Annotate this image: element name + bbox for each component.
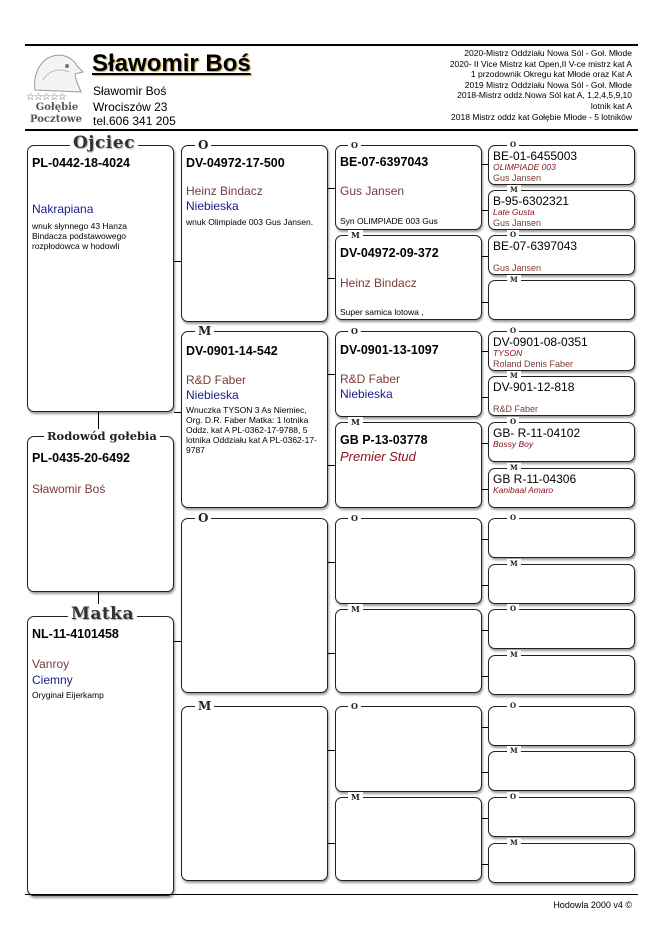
color: Niebieska: [340, 387, 393, 401]
logo-text-line1: Gołębie: [35, 102, 79, 113]
logo-stars: ☆☆☆☆☆: [26, 92, 66, 103]
gen4-card[interactable]: [488, 746, 635, 791]
gen3-card[interactable]: [335, 604, 482, 693]
header-top-rule: [25, 44, 638, 46]
gen4-card[interactable]: [488, 463, 635, 508]
gen4-card[interactable]: [488, 838, 635, 883]
sex-legend: O: [507, 230, 519, 239]
sex-legend: M: [507, 275, 521, 284]
gen4-card[interactable]: [488, 417, 635, 462]
gen2-card-father-father[interactable]: [181, 138, 328, 322]
sex-legend: O: [348, 326, 361, 336]
breeder-title: Sławomir Boś: [92, 50, 251, 77]
sex-legend: O: [348, 140, 361, 150]
gen4-card[interactable]: [488, 650, 635, 695]
ring-number: DV-0901-13-1097: [340, 343, 439, 357]
owner: Roland Denis Faber: [493, 359, 574, 369]
breeder-address: Wrociszów 23: [93, 100, 168, 114]
ring-number: BE-07-6397043: [493, 239, 578, 253]
sex-legend: M: [195, 325, 214, 337]
mother-legend: Matka: [68, 604, 137, 624]
connector: [328, 374, 335, 375]
gen4-card[interactable]: [488, 185, 635, 230]
sex-legend: O: [195, 512, 211, 524]
sex-legend: M: [507, 746, 521, 755]
ring-number: NL-11-4101458: [32, 627, 119, 641]
achievements-list: [450, 48, 632, 122]
footer-credit: Hodowla 2000 v4 ©: [553, 900, 632, 910]
connector: [328, 465, 335, 466]
ring-number: B-95-6302321: [493, 194, 570, 208]
ring-number: DV-0901-08-0351: [493, 335, 588, 349]
gen2-card-mother-father[interactable]: [181, 511, 328, 693]
description: Super samica lotowa ,: [340, 307, 424, 317]
owner: R&D Faber: [493, 404, 539, 414]
sex-legend: O: [507, 326, 519, 335]
gen4-card[interactable]: [488, 326, 635, 371]
description: wnuk słynnego 43 Hanza Bindacza podstawowego rozpłodowca w hodowli: [32, 221, 127, 251]
logo: [25, 50, 85, 128]
breeder-phone: tel.606 341 205: [93, 114, 176, 128]
sex-legend: M: [507, 559, 521, 568]
color: Niebieska: [186, 388, 239, 402]
description: wnuk Olimpiade 003 Gus Jansen.: [186, 217, 314, 227]
father-legend: Ojciec: [70, 133, 138, 153]
sex-legend: O: [507, 792, 519, 801]
sex-legend: M: [507, 650, 521, 659]
owner: Gus Jansen: [493, 263, 542, 273]
owner: R&D Faber: [340, 372, 401, 386]
pigeon-name: OLIMPIADE 003: [493, 162, 556, 172]
description: Oryginał Eijerkamp: [32, 690, 104, 700]
pigeon-name: Bossy Boy: [493, 439, 534, 449]
gen3-card[interactable]: [335, 513, 482, 604]
owner: Gus Jansen: [340, 184, 405, 198]
color: Ciemny: [32, 673, 73, 687]
connector: [328, 653, 335, 654]
gen4-card[interactable]: [488, 140, 635, 185]
ring-number: PL-0442-18-4024: [32, 156, 130, 170]
breeder-name: Sławomir Boś: [93, 84, 167, 98]
gen4-card[interactable]: [488, 604, 635, 649]
gen4-card[interactable]: [488, 701, 635, 746]
sex-legend: O: [348, 701, 361, 711]
pigeon-name: Premier Stud: [340, 449, 416, 464]
gen3-card[interactable]: [335, 230, 482, 320]
ring-number: GB R-11-04306: [493, 472, 577, 486]
owner: R&D Faber: [186, 373, 247, 387]
ring-number: DV-901-12-818: [493, 380, 575, 394]
ring-number: DV-04972-09-372: [340, 246, 439, 260]
sex-legend: O: [507, 513, 519, 522]
connector: [328, 843, 335, 844]
gen4-card[interactable]: [488, 275, 635, 320]
pigeon-name: TYSON: [493, 348, 523, 358]
father-card[interactable]: [27, 133, 174, 412]
gen4-card[interactable]: [488, 513, 635, 558]
gen3-card[interactable]: [335, 792, 482, 881]
pigeon-name: Late Gusta: [493, 207, 535, 217]
color: Nakrapiana: [32, 202, 94, 216]
owner: Gus Jansen: [493, 218, 542, 228]
pigeon-legend: Rodowód gołebia: [44, 429, 160, 443]
owner: Heinz Bindacz: [186, 184, 263, 198]
header-bottom-rule: [25, 129, 638, 131]
gen4-card[interactable]: [488, 792, 635, 837]
achievement-line: 1 przodownik Okregu kat Młode oraz Kat A: [470, 69, 632, 80]
sex-legend: O: [195, 139, 211, 151]
connector: [174, 641, 181, 642]
ring-number: DV-0901-14-542: [186, 344, 278, 358]
owner: Vanroy: [32, 657, 70, 671]
gen4-card[interactable]: [488, 559, 635, 604]
sex-legend: M: [348, 230, 363, 240]
pigeon-card[interactable]: [27, 429, 174, 592]
sex-legend: M: [348, 792, 363, 802]
sex-legend: O: [507, 140, 519, 149]
owner: Gus Jansen: [493, 173, 542, 183]
achievement-line: 2018 Mistrz oddz kat Gołębie Młode - 5 lotników: [451, 111, 632, 122]
sex-legend: O: [507, 417, 519, 426]
gen2-card-mother-mother[interactable]: [181, 699, 328, 881]
sex-legend: M: [507, 838, 521, 847]
sex-legend: M: [507, 463, 521, 472]
gen3-card[interactable]: [335, 326, 482, 417]
ring-number: DV-04972-17-500: [186, 156, 285, 170]
sex-legend: O: [348, 513, 361, 523]
ring-number: GB- R-11-04102: [493, 426, 581, 440]
gen4-card[interactable]: [488, 230, 635, 275]
connector: [174, 261, 181, 262]
color: Niebieska: [186, 199, 239, 213]
footer-rule: [25, 894, 638, 895]
sex-legend: M: [507, 371, 521, 380]
logo-text-line2: Pocztowe: [30, 114, 82, 125]
gen3-card[interactable]: [335, 140, 482, 230]
sex-legend: M: [507, 185, 521, 194]
achievement-line: 2020- II Vice Mistrz kat Open,II V-ce mistrz kat A: [449, 58, 632, 69]
connector: [174, 412, 181, 413]
ring-number: BE-07-6397043: [340, 155, 429, 169]
connector: [328, 188, 335, 189]
connector: [328, 562, 335, 563]
pigeon-name: Kanibaal Amaro: [493, 485, 554, 495]
gen3-card[interactable]: [335, 701, 482, 792]
ring-number: PL-0435-20-6492: [32, 451, 130, 465]
description: Syn OLIMPIADE 003 Gus: [340, 216, 438, 226]
achievement-line: 2020-Mistrz Oddziału Nowa Sól - Goł. Młode: [464, 48, 632, 58]
connector: [328, 750, 335, 751]
ring-number: GB P-13-03778: [340, 433, 428, 447]
gen3-card[interactable]: [335, 417, 482, 508]
achievement-line: 2018-Mistrz oddz.Nowa Sól kat A, 1,2,4,5,9,10: [457, 90, 632, 101]
sex-legend: M: [348, 417, 363, 427]
sex-legend: M: [348, 604, 363, 614]
pigeon-head-icon: [29, 50, 85, 94]
sex-legend: M: [195, 700, 214, 712]
sex-legend: O: [507, 604, 519, 613]
achievement-line: 2019 Mistrz Oddziału Nowa Sól - Goł. Młode: [464, 79, 632, 90]
gen4-card[interactable]: [488, 371, 635, 416]
sex-legend: O: [507, 701, 519, 710]
gen2-card-father-mother[interactable]: [181, 324, 328, 508]
description: Wnuczka TYSON 3 As Niemiec, Org. D.R. Faber Matka: 1 lotnika Oddz. kat A PL-0362-17-9788, 5 lotnika Oddziału kat A PL-0362-17-9787: [186, 405, 317, 455]
connector: [328, 278, 335, 279]
ring-number: BE-01-6455003: [493, 149, 578, 163]
owner: Sławomir Boś: [32, 482, 106, 496]
mother-card[interactable]: [27, 604, 174, 896]
achievement-line: lotnik kat A: [590, 100, 632, 111]
owner: Heinz Bindacz: [340, 276, 417, 290]
